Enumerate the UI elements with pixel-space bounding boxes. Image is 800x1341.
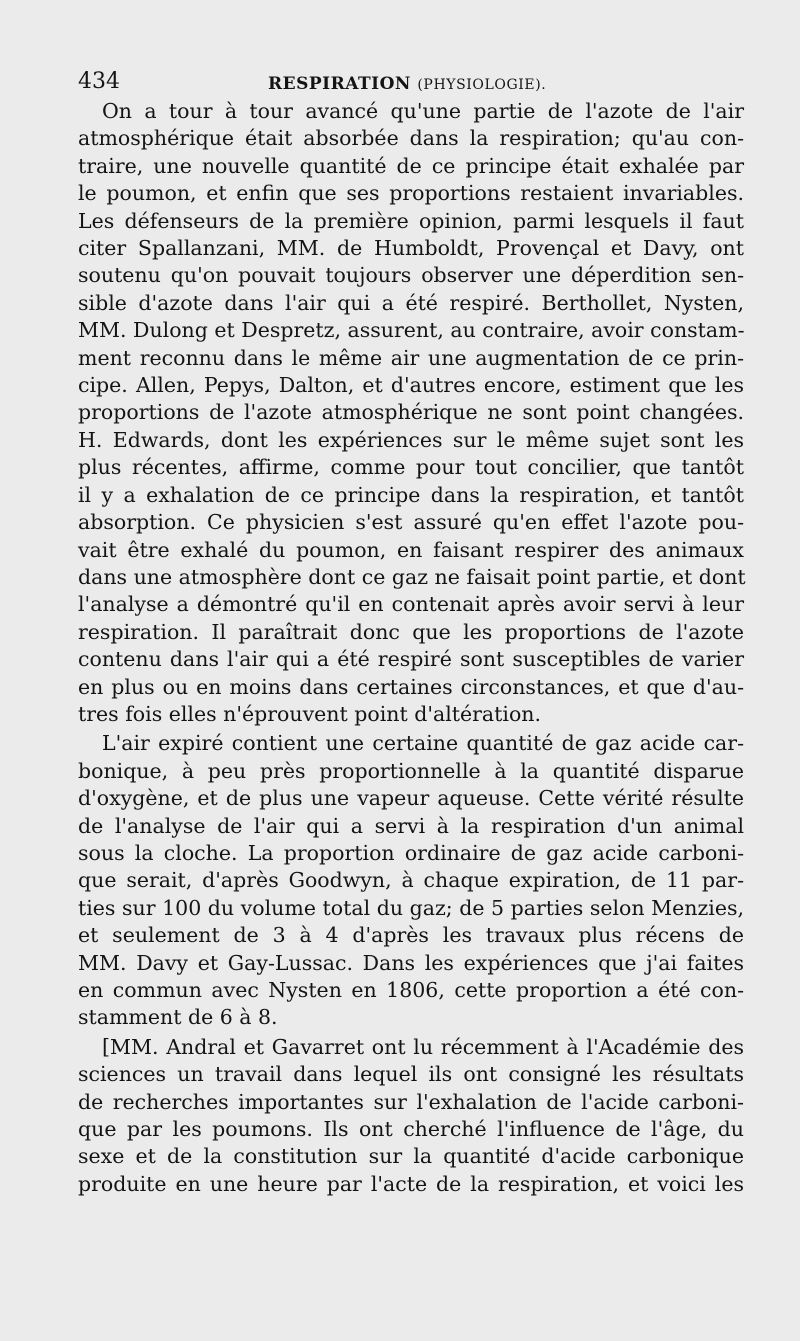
text-line: citer Spallanzani, MM. de Humboldt, Provençal et Davy, ont: [78, 236, 744, 261]
text-line: ment reconnu dans le même air une augmentation de ce prin-: [78, 345, 744, 370]
text-line: soutenu qu'on pouvait toujours observer une déperdition sen-: [78, 263, 744, 288]
text-line: On a tour à tour avancé qu'une partie de l'azote de l'air: [102, 99, 744, 123]
text-line: MM. Dulong et Despretz, assurent, au contraire, avoir constam-: [78, 318, 745, 343]
text-line: proportions de l'azote atmosphérique ne sont point changées.: [78, 400, 744, 425]
text-line: tres fois elles n'éprouvent point d'altération.: [78, 701, 542, 726]
text-line: d'oxygène, et de plus une vapeur aqueuse. Cette vérité résulte: [78, 786, 744, 811]
text-line: en commun avec Nysten en 1806, cette proportion a été con-: [78, 978, 744, 1002]
text-line: stamment de 6 à 8.: [78, 1005, 278, 1030]
text-line: MM. Davy et Gay-Lussac. Dans les expériences que j'ai faites: [78, 950, 744, 975]
text-line: que par les poumons. Ils ont cherché l'influence de l'âge, du: [78, 1117, 744, 1142]
text-line: ties sur 100 du volume total du gaz; de 5 parties selon Menzies,: [78, 895, 744, 920]
text-line: Les défenseurs de la première opinion, parmi lesquels il faut: [78, 208, 744, 233]
text-line: traire, une nouvelle quantité de ce principe était exhalée par: [78, 153, 744, 178]
paragraph: [78, 98, 744, 728]
text-line: et seulement de 3 à 4 d'après les travaux plus récens de: [78, 923, 744, 948]
text-line: respiration. Il paraîtrait donc que les proportions de l'azote: [78, 619, 744, 644]
text-line: sible d'azote dans l'air qui a été respiré. Berthollet, Nysten,: [78, 290, 744, 315]
text-line: vait être exhalé du poumon, en faisant respirer des animaux: [78, 537, 744, 562]
text-line: bonique, à peu près proportionnelle à la quantité disparue: [78, 758, 744, 783]
text-line: en plus ou en moins dans certaines circonstances, et que d'au-: [78, 674, 744, 699]
text-line: contenu dans l'air qui a été respiré sont susceptibles de varier: [78, 647, 744, 672]
text-line: [MM. Andral et Gavarret ont lu récemment à l'Académie des: [102, 1034, 744, 1059]
text-line: sous la cloche. La proportion ordinaire de gaz acide carboni-: [78, 840, 744, 865]
text-line: sexe et de la constitution sur la quantité d'acide carbonique: [78, 1144, 744, 1169]
running-head-title: RESPIRATION: [268, 74, 411, 94]
paragraph: [78, 730, 744, 1031]
body-text: [78, 98, 744, 1198]
page-number: 434: [78, 69, 120, 94]
text-line: L'air expiré contient une certaine quantité de gaz acide car-: [102, 731, 744, 756]
text-line: plus récentes, affirme, comme pour tout concilier, que tantôt: [78, 455, 744, 480]
text-line: l'analyse a démontré qu'il en contenait après avoir servi à leur: [78, 592, 744, 617]
text-line: atmosphérique était absorbée dans la respiration; qu'au con-: [78, 126, 744, 151]
text-line: de l'analyse de l'air qui a servi à la respiration d'un animal: [78, 813, 744, 838]
running-head-subtitle: (PHYSIOLOGIE).: [417, 77, 547, 93]
text-line: que serait, d'après Goodwyn, à chaque expiration, de 11 par-: [78, 868, 744, 893]
text-line: cipe. Allen, Pepys, Dalton, et d'autres encore, estiment que les: [78, 373, 744, 398]
text-line: H. Edwards, dont les expériences sur le même sujet sont les: [78, 427, 744, 452]
running-head: [268, 72, 546, 97]
text-line: dans une atmosphère dont ce gaz ne faisait point partie, et dont: [78, 564, 746, 589]
paragraph: [78, 1034, 744, 1198]
text-line: de recherches importantes sur l'exhalation de l'acide carboni-: [78, 1089, 744, 1114]
text-line: produite en une heure par l'acte de la respiration, et voici les: [78, 1171, 744, 1196]
page-header: [78, 64, 744, 98]
text-line: il y a exhalation de ce principe dans la respiration, et tantôt: [78, 482, 744, 507]
text-line: absorption. Ce physicien s'est assuré qu'en effet l'azote pou-: [78, 510, 744, 535]
text-line: sciences un travail dans lequel ils ont consigné les résultats: [78, 1062, 744, 1087]
text-line: le poumon, et enfin que ses proportions restaient invariables.: [78, 181, 744, 206]
